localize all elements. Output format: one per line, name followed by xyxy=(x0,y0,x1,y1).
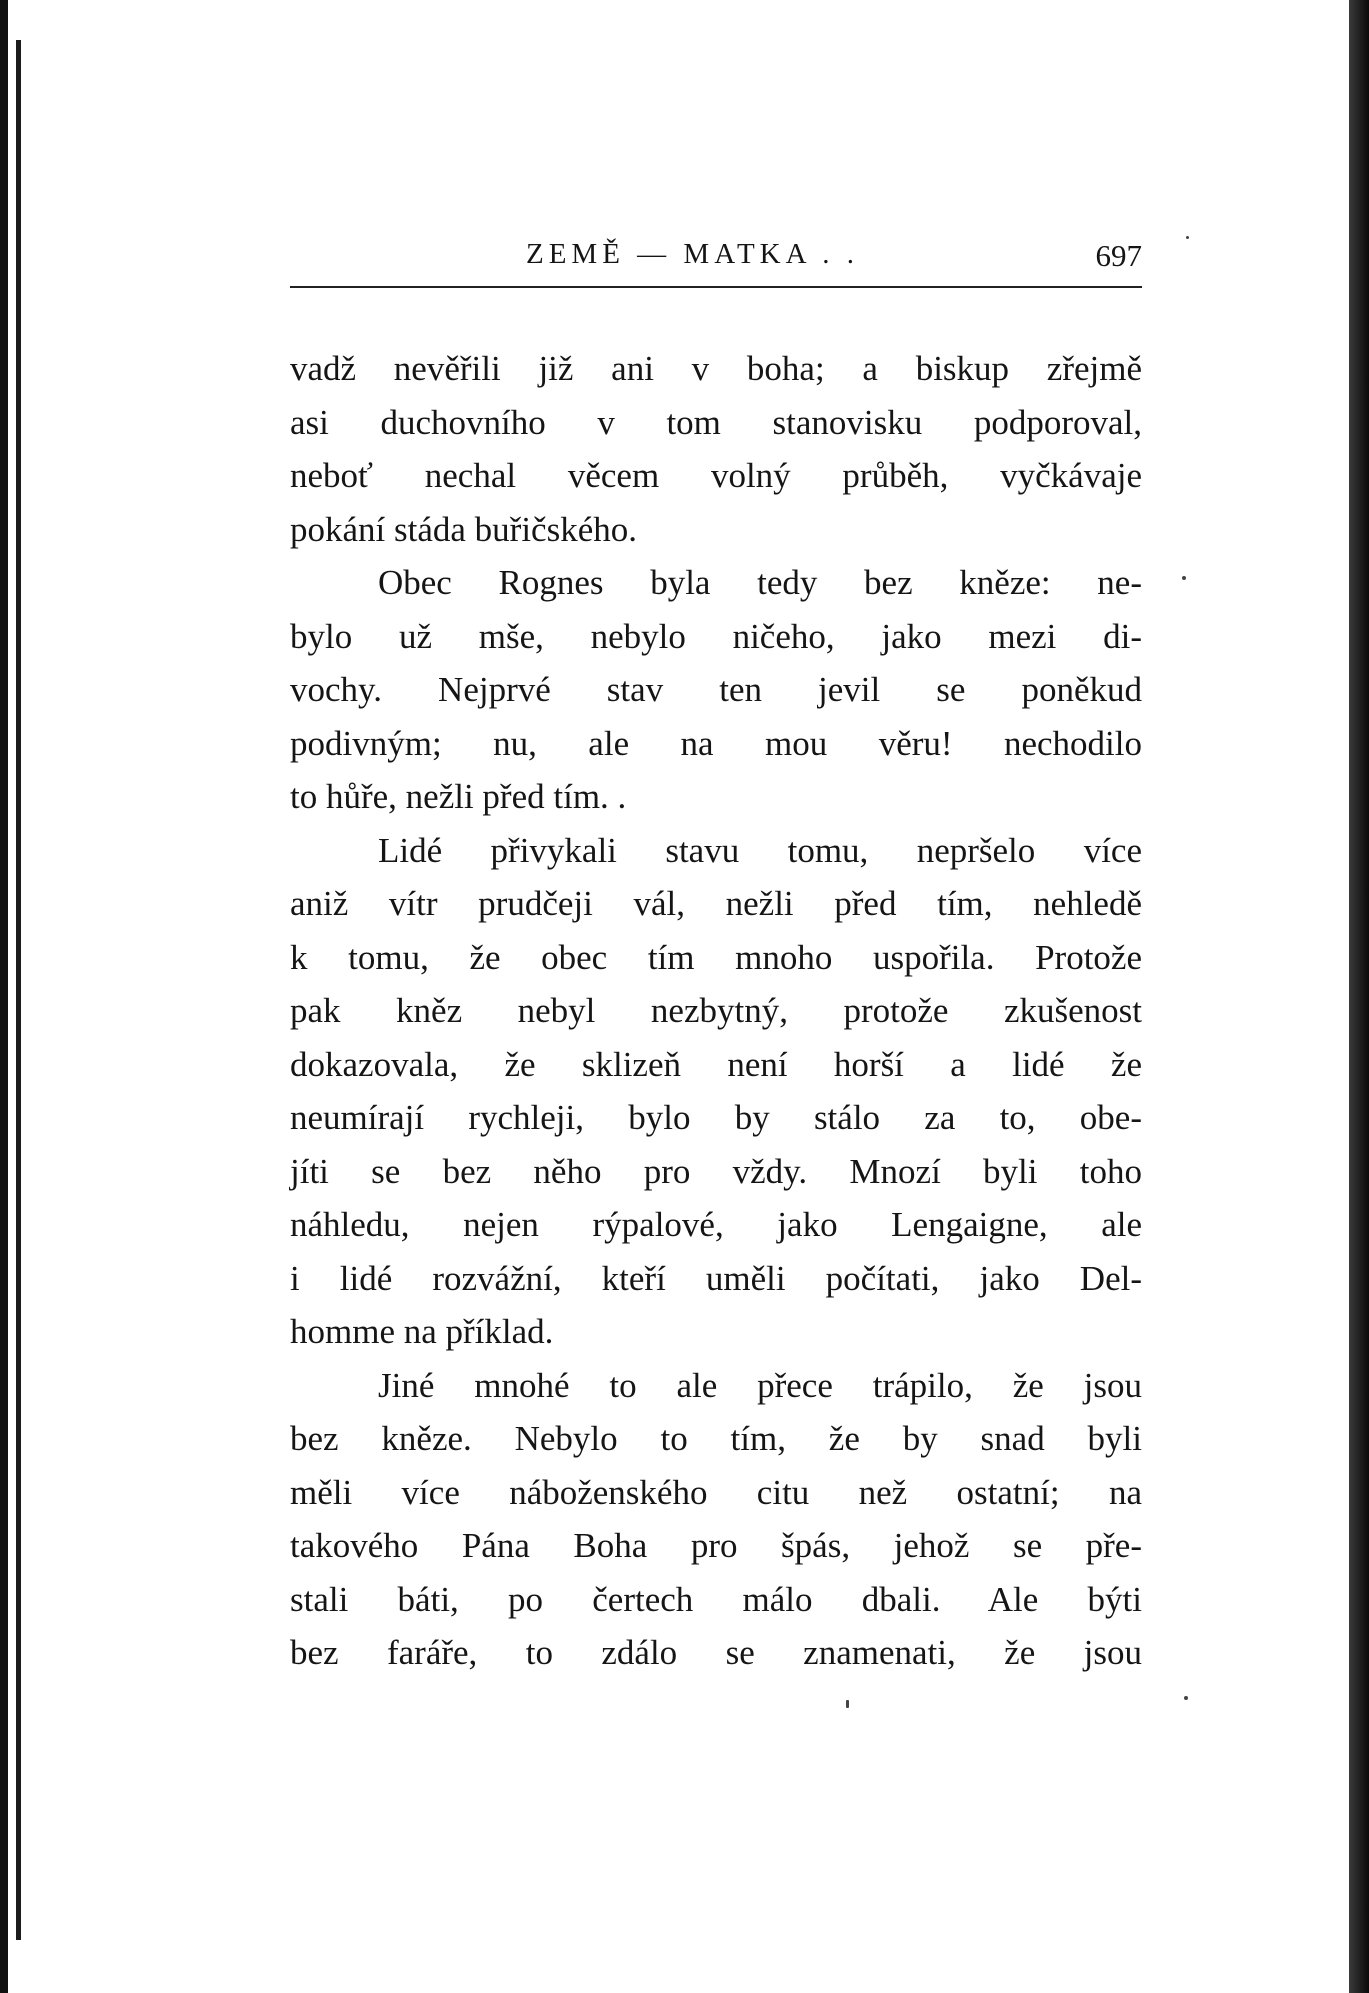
text-line: homme na příklad. xyxy=(290,1312,554,1351)
text-line: stali báti, po čertech málo dbali. Ale býti xyxy=(290,1579,1142,1619)
scan-speck xyxy=(1182,576,1186,580)
page-number: 697 xyxy=(1095,238,1142,273)
scan-speck xyxy=(846,1700,849,1708)
text-line: Lidé přivykali stavu tomu, nepršelo více xyxy=(378,830,1142,870)
text-line: náhledu, nejen rýpalové, jako Lengaigne, ale xyxy=(290,1205,1142,1244)
text-line: neboť nechal věcem volný průběh, vyčkávaje xyxy=(290,456,1142,495)
text-line: i lidé rozvážní, kteří uměli počítati, jako Del- xyxy=(290,1258,1142,1298)
text-line: měli více náboženského citu než ostatní; na xyxy=(290,1472,1142,1512)
text-line: asi duchovního v tom stanovisku podporoval, xyxy=(290,402,1142,442)
scan-speck xyxy=(1186,236,1189,239)
text-line: takového Pána Boha pro špás, jehož se pře- xyxy=(290,1526,1142,1565)
scan-speck xyxy=(1184,1696,1188,1700)
running-head-title: ZEMĚ — MATKA . . xyxy=(526,238,859,270)
text-line: pokání stáda buřičského. xyxy=(290,509,637,549)
text-line: aniž vítr prudčeji vál, nežli před tím, nehledě xyxy=(290,884,1142,923)
text-line: vadž nevěřili již ani v boha; a biskup zřejmě xyxy=(290,349,1142,388)
text-line: k tomu, že obec tím mnoho uspořila. Protože xyxy=(290,937,1142,977)
text-line: dokazovala, že sklizeň není horší a lidé že xyxy=(290,1044,1142,1084)
text-line: neumírají rychleji, bylo by stálo za to, obe- xyxy=(290,1098,1142,1137)
running-head xyxy=(290,232,1142,282)
text-line: bez kněze. Nebylo to tím, že by snad byli xyxy=(290,1419,1142,1458)
text-line: Jiné mnohé to ale přece trápilo, že jsou xyxy=(378,1365,1142,1405)
text-line: podivným; nu, ale na mou věru! nechodilo xyxy=(290,723,1142,763)
body-text xyxy=(290,342,1142,1680)
text-line: Obec Rognes byla tedy bez kněze: ne- xyxy=(378,563,1142,602)
text-line: vochy. Nejprvé stav ten jevil se poněkud xyxy=(290,670,1142,709)
header-rule xyxy=(290,286,1142,288)
text-line: jíti se bez něho pro vždy. Mnozí byli toho xyxy=(290,1151,1142,1191)
text-line: pak kněz nebyl nezbytný, protože zkušenost xyxy=(290,991,1142,1030)
text-line: bylo už mše, nebylo ničeho, jako mezi di- xyxy=(290,616,1142,656)
text-line: to hůře, nežli před tím. . xyxy=(290,777,627,816)
text-line: bez faráře, to zdálo se znamenati, že jsou xyxy=(290,1633,1142,1672)
